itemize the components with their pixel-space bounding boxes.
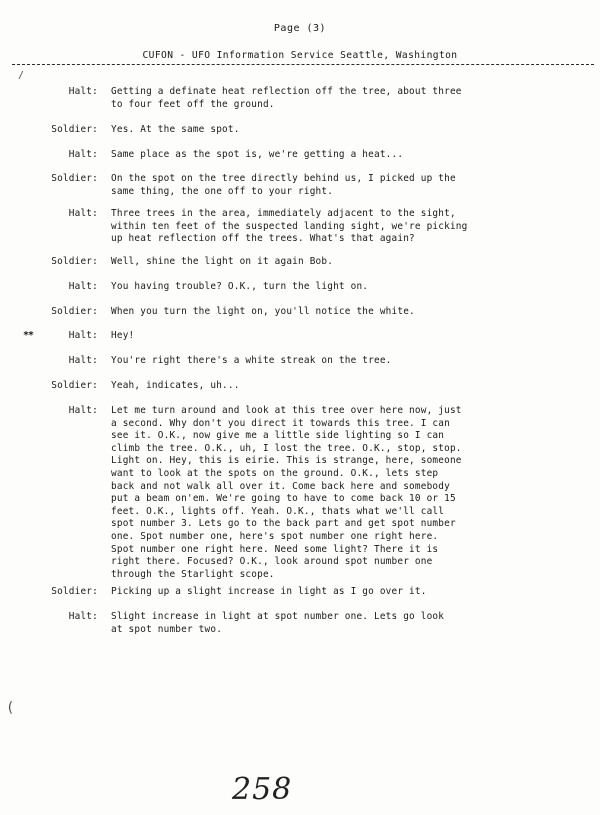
speech-text: You're right there's a white streak on the tree. bbox=[111, 355, 392, 366]
speaker-label: Halt: bbox=[68, 611, 98, 622]
speech-text: Three trees in the area, immediately adjacent to the sight, within ten feet of the suspected landing sight, we're picking up heat reflection off the trees. What's that again? bbox=[111, 208, 468, 245]
speaker-label: Soldier: bbox=[51, 306, 98, 317]
speech-text: Yeah, indicates, uh... bbox=[111, 380, 240, 391]
speech-text: Hey! bbox=[111, 330, 135, 341]
speech-text: When you turn the light on, you'll notice the white. bbox=[111, 306, 415, 317]
speaker-label: Soldier: bbox=[51, 173, 98, 184]
speaker-label: Halt: bbox=[68, 149, 98, 160]
speaker-label: Soldier: bbox=[51, 124, 98, 135]
speaker-label: Soldier: bbox=[51, 380, 98, 391]
speaker-label: Halt: bbox=[68, 405, 98, 416]
speaker-label: Halt: bbox=[68, 86, 98, 97]
speech-text: Yes. At the same spot. bbox=[111, 124, 240, 135]
margin-mark: ( bbox=[6, 700, 15, 716]
speech-text: Getting a definate heat reflection off the tree, about three to four feet off the ground. bbox=[111, 86, 462, 110]
speaker-label: Soldier: bbox=[51, 586, 98, 597]
speaker-label: Halt: bbox=[68, 330, 98, 341]
speech-text: On the spot on the tree directly behind us, I picked up the same thing, the one off to your right. bbox=[111, 173, 456, 197]
page-label: Page (3) bbox=[273, 23, 327, 34]
handwritten-page-number: 258 bbox=[232, 772, 293, 807]
speech-text: Slight increase in light at spot number one. Lets go look at spot number two. bbox=[111, 611, 445, 635]
document-header: CUFON - UFO Information Service Seattle, Washington bbox=[142, 50, 458, 61]
speaker-label: Halt: bbox=[68, 208, 98, 219]
speech-text: Let me turn around and look at this tree over here now, just a second. Why don't you direct it towards this tree. I can see it. O.K., now give me a little side lighting so I can climb the tree. O.K., uh, I lost the tree. O.K., stop, stop. Light on. Hey, this is eirie. This is strange, here, someone want to look at the spots on the ground. O.K., lets step back and not walk all over it. Come back here and somebody put a beam on'em. We're going to have to come back 10 or 15 feet. O.K., lights off. Yeah. O.K., thats what we'll call spot number 3. Lets go to the back part and get spot number one. Spot number one, here's spot number one right here. Spot number one right here. Need some light? There it is right there. Focused? O.K., look around spot number one through the Starlight scope. bbox=[111, 405, 462, 580]
asterisk-flag: ** bbox=[23, 330, 34, 341]
speech-text: You having trouble? O.K., turn the light on. bbox=[111, 281, 369, 292]
margin-mark: / bbox=[18, 70, 25, 81]
speech-text: Well, shine the light on it again Bob. bbox=[111, 256, 334, 267]
speaker-label: Halt: bbox=[68, 355, 98, 366]
speech-text: Same place as the spot is, we're getting a heat... bbox=[111, 149, 404, 160]
speaker-label: Soldier: bbox=[51, 256, 98, 267]
speech-text: Picking up a slight increase in light as I go over it. bbox=[111, 586, 427, 597]
speaker-label: Halt: bbox=[68, 281, 98, 292]
header-divider bbox=[12, 64, 594, 65]
